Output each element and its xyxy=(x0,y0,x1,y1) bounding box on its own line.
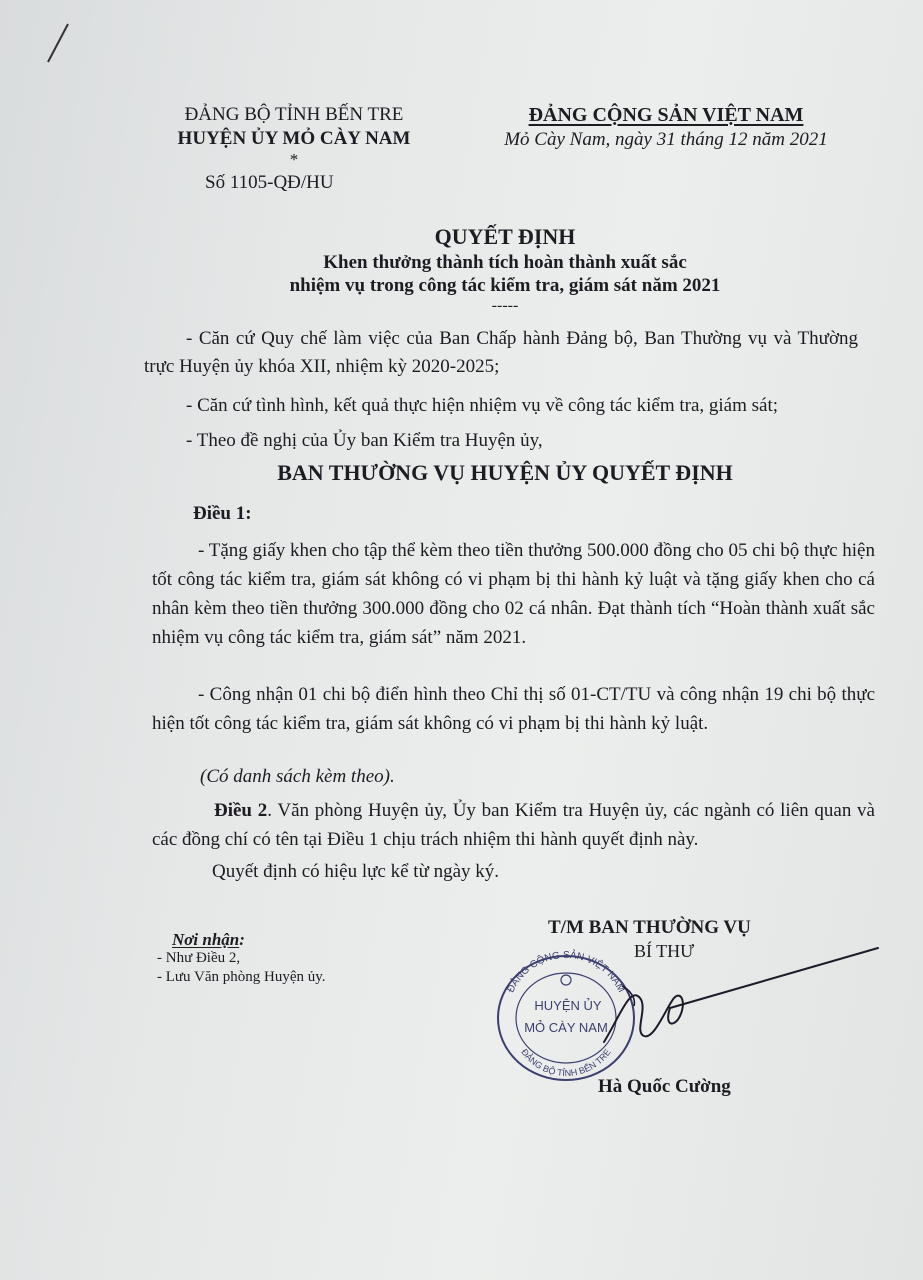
signature-position: BÍ THƯ xyxy=(634,941,695,961)
article-2-heading: Điều 2 xyxy=(214,800,268,821)
party-committee-province: ĐẢNG BỘ TỈNH BẾN TRE xyxy=(184,104,404,125)
signature-on-behalf: T/M BAN THƯỜNG VỤ xyxy=(548,917,751,938)
article-1-paragraph-1: - Tặng giấy khen cho tập thể kèm theo tiền thưởng 500.000 đồng cho 05 chi bộ thực hiện tốt công tác kiểm tra, giám sát không có vi phạm bị thi hành kỷ luật và tặng giấy khen cho cá nhân kèm theo tiền thưởng 300.000 đồng cho 02 cá nhân. Đạt thành tích “Hoàn thành xuất sắc nhiệm vụ công tác kiểm tra, giám sát” năm 2021. xyxy=(152,540,875,648)
district-committee-name: HUYỆN ỦY MỎ CÀY NAM xyxy=(177,128,411,149)
party-name-title: ĐẢNG CỘNG SẢN VIỆT NAM xyxy=(528,104,804,126)
recipient-item: - Như Điều 2, xyxy=(157,950,241,966)
seal-outer-top-text: ĐẢNG CỘNG SẢN VIỆT NAM xyxy=(505,949,627,995)
seal-emblem-icon xyxy=(561,975,571,985)
article-2-paragraph xyxy=(152,796,875,854)
place-and-date: Mỏ Cày Nam, ngày 31 tháng 12 năm 2021 xyxy=(504,129,828,150)
title-divider: ----- xyxy=(491,297,519,314)
signer-name: Hà Quốc Cường xyxy=(598,1076,731,1097)
document-title: QUYẾT ĐỊNH xyxy=(434,224,576,249)
pen-mark xyxy=(40,18,80,68)
document-number: Số 1105-QĐ/HU xyxy=(205,172,334,193)
handwritten-signature xyxy=(600,946,890,1056)
attachment-note: (Có danh sách kèm theo). xyxy=(200,766,395,787)
preamble-proposal: - Theo đề nghị của Ủy ban Kiểm tra Huyện ủy, xyxy=(186,430,543,451)
recipients-label xyxy=(172,930,245,950)
seal-center-line1: HUYỆN ỦY xyxy=(534,998,602,1013)
title-subtitle-line1: Khen thưởng thành tích hoàn thành xuất sắc xyxy=(323,252,687,273)
effective-date-clause: Quyết định có hiệu lực kể từ ngày ký. xyxy=(212,861,500,882)
recipient-item: - Lưu Văn phòng Huyện ủy. xyxy=(157,969,326,985)
preamble-basis-regulation: - Căn cứ Quy chế làm việc của Ban Chấp hành Đảng bộ, Ban Thường vụ và Thường trực Huyện ủy khóa XII, nhiệm kỳ 2020-2025; xyxy=(144,328,858,377)
seal-outer-bottom-text: ĐẢNG BỘ TỈNH BẾN TRE xyxy=(519,1047,613,1079)
recipients-colon: : xyxy=(239,930,245,949)
header-asterisk: * xyxy=(289,150,299,169)
recipients-label-text: Nơi nhận xyxy=(172,930,240,949)
article-2-text: . Văn phòng Huyện ủy, Ủy ban Kiểm tra Huyện ủy, các ngành có liên quan và các đồng chí có tên tại Điều 1 chịu trách nhiệm thi hành quyết định này. xyxy=(152,800,875,850)
preamble-basis-situation: - Căn cứ tình hình, kết quả thực hiện nhiệm vụ về công tác kiểm tra, giám sát; xyxy=(186,395,779,416)
seal-center-line2: MỎ CÀY NAM xyxy=(524,1020,608,1035)
article-1-heading: Điều 1: xyxy=(193,503,252,524)
title-subtitle-line2: nhiệm vụ trong công tác kiểm tra, giám sát năm 2021 xyxy=(289,275,721,296)
article-1-paragraph-2: - Công nhận 01 chi bộ điển hình theo Chỉ thị số 01-CT/TU và công nhận 19 chi bộ thực hiện tốt công tác kiểm tra, giám sát không có vi phạm bị thi hành kỷ luật. xyxy=(152,684,875,734)
decision-heading: BAN THƯỜNG VỤ HUYỆN ỦY QUYẾT ĐỊNH xyxy=(277,460,733,485)
